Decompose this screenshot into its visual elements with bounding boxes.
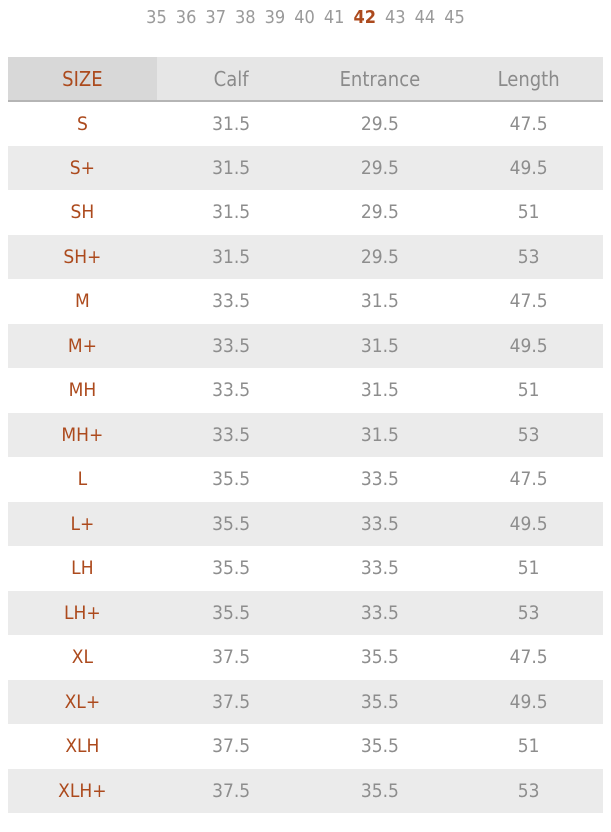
calf-value: 37.5 [157,680,306,725]
column-header-length: Length [454,57,603,101]
calf-value: 37.5 [212,646,251,669]
entrance-value: 29.5 [360,201,399,224]
table-row [8,324,603,369]
size-label: MH [68,379,97,402]
calf-value: 31.5 [157,235,306,280]
length-value: 51 [517,735,540,758]
size-selector-nav [0,0,611,28]
calf-value: 33.5 [212,290,251,313]
size-label: XLH+ [8,769,157,814]
calf-value: 35.5 [157,591,306,636]
entrance-value: 31.5 [360,290,399,313]
calf-value: 35.5 [212,468,251,491]
table-row [8,546,603,591]
entrance-value: 35.5 [306,769,455,814]
calf-value: 33.5 [157,324,306,369]
table-row [8,190,603,235]
table-row [8,413,603,458]
table-row [8,457,603,502]
table-row [8,368,603,413]
calf-value: 35.5 [157,502,306,547]
length-value: 47.5 [509,468,548,491]
table-row [8,146,603,191]
calf-value: 33.5 [157,413,306,458]
length-value: 53 [454,591,603,636]
size-label: MH+ [8,413,157,458]
size-label: L+ [8,502,157,547]
entrance-value: 33.5 [360,557,399,580]
table-row [8,279,603,324]
length-value: 49.5 [454,502,603,547]
entrance-value: 33.5 [360,468,399,491]
calf-value: 37.5 [212,735,251,758]
size-label: LH+ [8,591,157,636]
size-option[interactable]: 36 [175,6,197,28]
entrance-value: 33.5 [306,502,455,547]
size-label: S [76,112,88,135]
table-row [8,235,603,280]
column-header-size: SIZE [8,57,157,101]
calf-value: 33.5 [212,379,251,402]
size-option[interactable]: 37 [205,6,226,28]
table-row [8,680,603,725]
calf-value: 37.5 [157,769,306,814]
column-header-entrance: Entrance [306,57,455,101]
entrance-value: 31.5 [306,324,455,369]
size-option[interactable]: 41 [323,6,345,28]
size-option[interactable]: 45 [444,6,465,28]
size-label: M+ [8,324,157,369]
entrance-value: 29.5 [306,235,455,280]
size-option[interactable]: 39 [264,6,286,28]
table-row [8,502,603,547]
entrance-value: 29.5 [360,112,399,135]
size-label: SH [70,201,95,224]
length-value: 49.5 [454,324,603,369]
length-value: 47.5 [509,646,548,669]
entrance-value: 33.5 [306,591,455,636]
length-value: 51 [517,201,540,224]
size-option[interactable]: 38 [235,6,256,28]
length-value: 47.5 [509,290,548,313]
length-value: 49.5 [454,146,603,191]
length-value: 47.5 [509,112,548,135]
size-label: L [77,468,88,491]
length-value: 53 [454,235,603,280]
table-row [8,591,603,636]
size-label: XL+ [8,680,157,725]
size-option[interactable]: 40 [294,6,315,28]
size-option[interactable]: 43 [384,6,406,28]
length-value: 49.5 [454,680,603,725]
size-label: S+ [8,146,157,191]
size-chart-table [8,57,603,813]
size-label: M [74,290,90,313]
entrance-value: 29.5 [306,146,455,191]
size-label: XLH [65,735,100,758]
calf-value: 31.5 [157,146,306,191]
table-header-row [8,57,603,101]
length-value: 51 [517,557,540,580]
table-row [8,724,603,769]
length-value: 53 [454,769,603,814]
size-option[interactable]: 44 [414,6,436,28]
size-label: SH+ [8,235,157,280]
entrance-value: 31.5 [306,413,455,458]
entrance-value: 35.5 [360,735,399,758]
column-header-calf: Calf [157,57,306,101]
calf-value: 31.5 [212,201,251,224]
size-option-selected[interactable]: 42 [353,6,376,28]
size-option[interactable]: 35 [146,6,167,28]
calf-value: 31.5 [212,112,251,135]
entrance-value: 31.5 [360,379,399,402]
entrance-value: 35.5 [306,680,455,725]
size-label: XL [71,646,93,669]
table-row [8,769,603,814]
table-row [8,101,603,146]
length-value: 51 [517,379,540,402]
entrance-value: 35.5 [360,646,399,669]
table-row [8,635,603,680]
calf-value: 35.5 [212,557,251,580]
size-label: LH [71,557,94,580]
length-value: 53 [454,413,603,458]
